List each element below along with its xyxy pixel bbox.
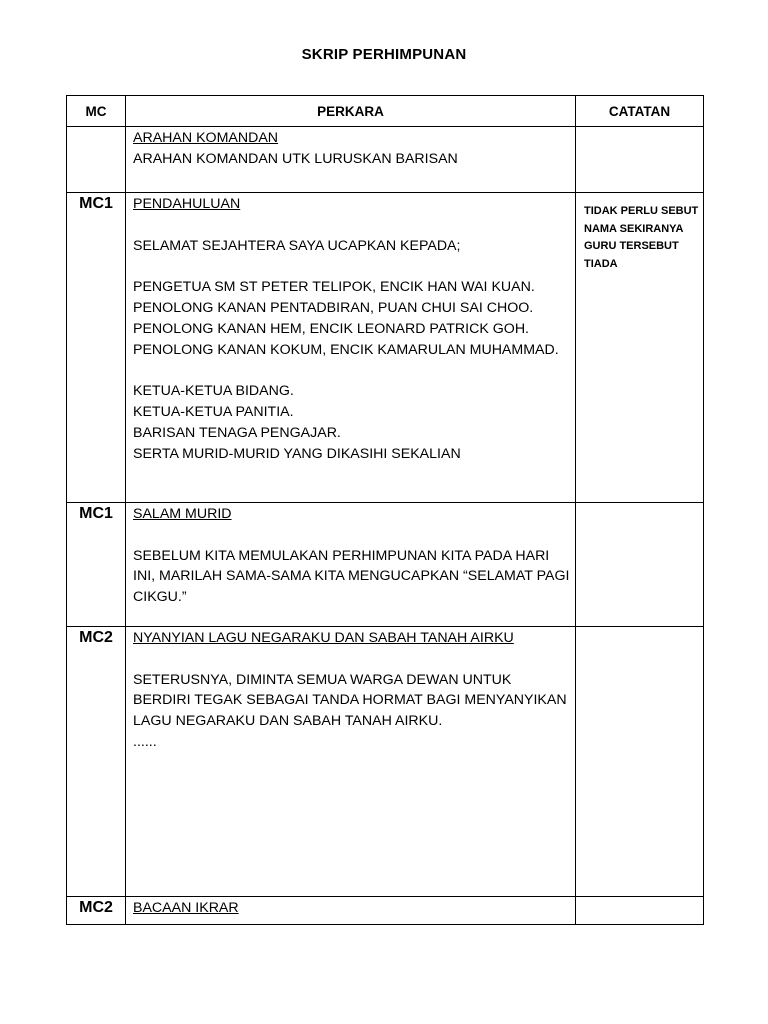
script-line: PENOLONG KANAN KOKUM, ENCIK KAMARULAN MUHAMMAD. — [133, 341, 559, 358]
mc-cell — [67, 127, 126, 193]
header-catatan: CATATAN — [576, 96, 704, 127]
script-table — [66, 95, 704, 925]
mc-cell: MC2 — [67, 897, 126, 925]
table-row — [67, 193, 704, 503]
perkara-cell — [126, 193, 576, 503]
section-heading: ARAHAN KOMANDAN — [133, 130, 279, 146]
section-heading: PENDAHULUAN — [133, 196, 241, 212]
page-title: SKRIP PERHIMPUNAN — [301, 46, 467, 63]
script-line: BARISAN TENAGA PENGAJAR. — [133, 424, 341, 441]
mc-cell: MC1 — [67, 193, 126, 503]
table-row — [67, 127, 704, 193]
blank-line — [133, 525, 571, 546]
script-line: SETERUSNYA, DIMINTA SEMUA WARGA DEWAN UNTUK BERDIRI TEGAK SEBAGAI TANDA HORMAT BAGI MENYANYIKAN — [133, 671, 567, 709]
perkara-cell — [126, 127, 576, 193]
script-line: ARAHAN KOMANDAN UTK LURUSKAN BARISAN — [133, 150, 458, 167]
script-line: SERTA MURID-MURID YANG DIKASIHI SEKALIAN — [133, 445, 461, 462]
script-line: SELAMAT SEJAHTERA SAYA UCAPKAN KEPADA; — [133, 237, 461, 254]
table-body — [67, 127, 704, 925]
script-line: LAGU NEGARAKU DAN SABAH TANAH AIRKU. — [133, 713, 443, 730]
header-perkara: PERKARA — [126, 96, 576, 127]
mc-cell: MC1 — [67, 503, 126, 627]
header-mc: MC — [67, 96, 126, 127]
catatan-cell — [576, 503, 704, 627]
blank-line — [133, 360, 571, 381]
script-line: ...... — [133, 733, 157, 750]
perkara-cell — [126, 503, 576, 627]
table-row — [67, 627, 704, 897]
table-header-row — [67, 96, 704, 127]
script-line: KETUA-KETUA PANITIA. — [133, 403, 294, 420]
script-line: KETUA-KETUA BIDANG. — [133, 383, 294, 400]
section-heading: NYANYIAN LAGU NEGARAKU DAN SABAH TANAH AIRKU — [133, 630, 514, 646]
section-heading: BACAAN IKRAR — [133, 900, 239, 916]
blank-line — [133, 256, 571, 277]
perkara-cell — [126, 897, 576, 925]
script-line: PENOLONG KANAN HEM, ENCIK LEONARD PATRICK GOH. — [133, 320, 530, 337]
catatan-cell — [576, 897, 704, 925]
blank-line — [133, 649, 571, 670]
script-line: PENGETUA SM ST PETER TELIPOK, ENCIK HAN WAI KUAN. — [133, 279, 535, 296]
catatan-cell: TIDAK PERLU SEBUT NAMA SEKIRANYA GURU TERSEBUT TIADA — [576, 193, 704, 503]
catatan-cell — [576, 627, 704, 897]
catatan-cell — [576, 127, 704, 193]
script-line: PENOLONG KANAN PENTADBIRAN, PUAN CHUI SAI CHOO. — [133, 299, 534, 316]
table-row — [67, 503, 704, 627]
perkara-cell — [126, 627, 576, 897]
section-heading: SALAM MURID — [133, 506, 232, 522]
table-row — [67, 897, 704, 925]
script-line: SEBELUM KITA MEMULAKAN PERHIMPUNAN KITA PADA HARI INI, MARILAH SAMA-SAMA KITA MENGUCAPKAN “SELAMAT PAGI CIKGU.” — [133, 547, 574, 606]
blank-line — [133, 215, 571, 236]
mc-cell: MC2 — [67, 627, 126, 897]
